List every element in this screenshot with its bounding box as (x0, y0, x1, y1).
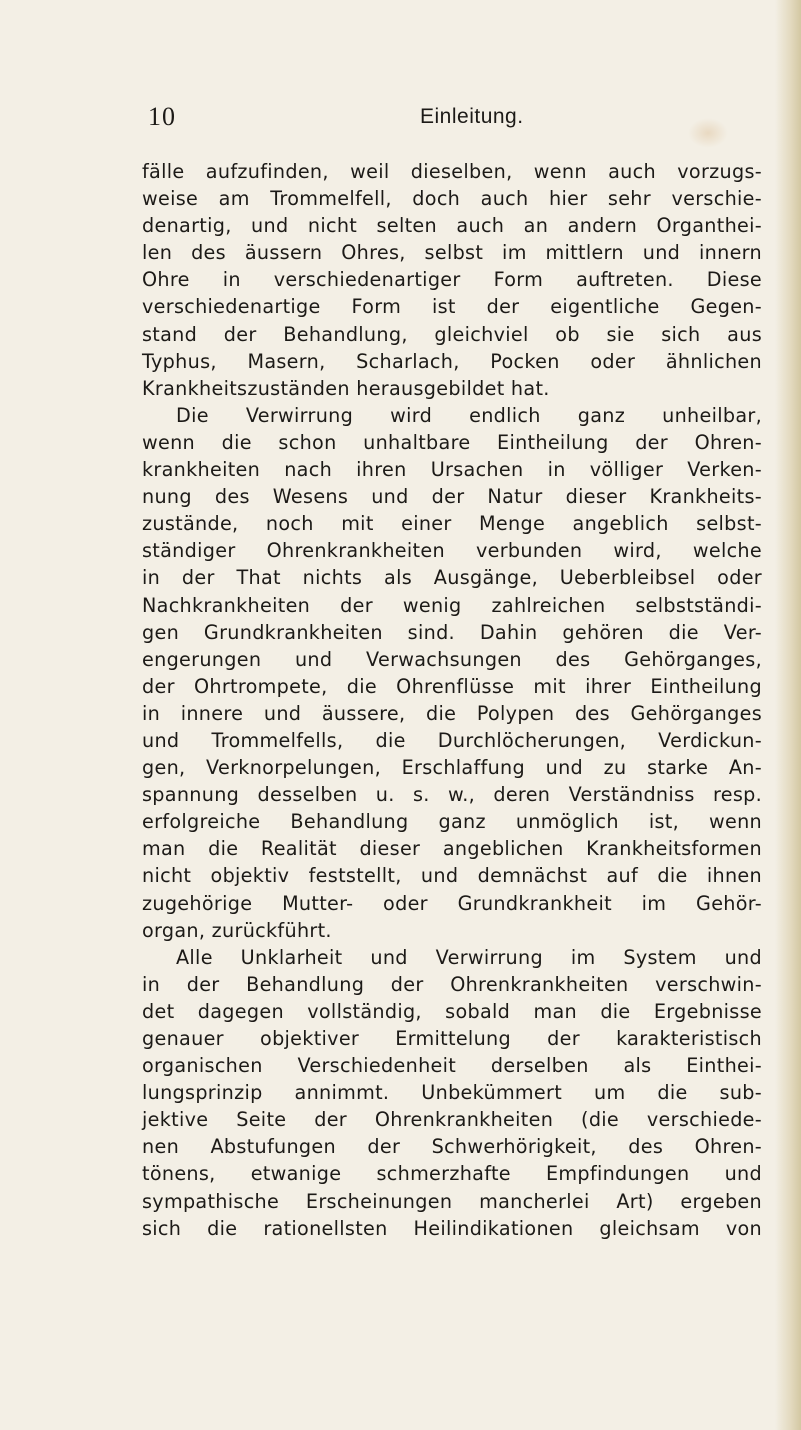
text-line: zugehörige Mutter- oder Grundkrankheit im Gehör- (142, 891, 762, 915)
text-line: nung des Wesens und der Natur dieser Krankheits- (142, 485, 762, 509)
page-header (148, 100, 668, 134)
text-line: Typhus, Masern, Scharlach, Pocken oder ähnlichen (142, 349, 762, 373)
text-line: zustände, noch mit einer Menge angeblich selbst- (142, 512, 762, 536)
text-line: man die Realität dieser angeblichen Krankheitsformen (142, 837, 762, 861)
text-line: weise am Trommelfell, doch auch hier sehr verschie- (142, 187, 762, 211)
text-line: denartig, und nicht selten auch an andern Organthei- (142, 214, 762, 238)
text-line: gen, Verknorpelungen, Erschlaffung und zu starke An- (142, 756, 762, 780)
page-number: 10 (148, 102, 176, 131)
text-line: erfolgreiche Behandlung ganz unmöglich ist, wenn (142, 810, 762, 834)
text-line: sympathische Erscheinungen mancherlei Art) ergeben (142, 1189, 762, 1213)
text-line: stand der Behandlung, gleichviel ob sie sich aus (142, 322, 762, 346)
text-line: nicht objektiv feststellt, und demnächst auf die ihnen (142, 864, 762, 888)
text-line: Ohre in verschiedenartiger Form auftreten. Diese (142, 268, 762, 292)
text-line: lungsprinzip annimmt. Unbekümmert um die sub- (142, 1081, 762, 1105)
text-line: wenn die schon unhaltbare Eintheilung der Ohren- (142, 430, 762, 454)
paper-stain (688, 118, 728, 148)
text-line: organischen Verschiedenheit derselben als Einthei- (142, 1054, 762, 1078)
page-edge-shadow (775, 0, 801, 1430)
text-line: spannung desselben u. s. w., deren Verständniss resp. (142, 783, 762, 807)
body-text (142, 158, 762, 1242)
text-line: der Ohrtrompete, die Ohrenflüsse mit ihrer Eintheilung (142, 674, 762, 698)
text-line: tönens, etwanige schmerzhafte Empfindungen und (142, 1162, 762, 1186)
text-line: organ, zurückführt. (142, 918, 332, 942)
text-line: engerungen und Verwachsungen des Gehörganges, (142, 647, 762, 671)
text-line: det dagegen vollständig, sobald man die Ergebnisse (142, 999, 762, 1023)
text-line: len des äussern Ohres, selbst im mittlern und innern (142, 241, 762, 265)
running-title: Einleitung. (420, 105, 524, 128)
text-line: sich die rationellsten Heilindikationen gleichsam von (142, 1216, 762, 1240)
text-line: Krankheitszuständen herausgebildet hat. (142, 376, 550, 400)
text-line: fälle aufzufinden, weil dieselben, wenn auch vorzugs- (142, 160, 762, 183)
text-line: ständiger Ohrenkrankheiten verbunden wird, welche (142, 539, 762, 563)
text-line: nen Abstufungen der Schwerhörigkeit, des Ohren- (142, 1135, 762, 1159)
text-line: in der That nichts als Ausgänge, Ueberbleibsel oder (142, 566, 762, 590)
text-line: verschiedenartige Form ist der eigentliche Gegen- (142, 295, 762, 319)
paragraph-start-line: Alle Unklarheit und Verwirrung im System und (176, 945, 762, 969)
text-line: in innere und äussere, die Polypen des Gehörganges (142, 701, 762, 725)
text-line: in der Behandlung der Ohrenkrankheiten verschwin- (142, 972, 762, 996)
paragraph-start-line: Die Verwirrung wird endlich ganz unheilbar, (176, 403, 762, 427)
text-line: und Trommelfells, die Durchlöcherungen, Verdickun- (142, 728, 762, 752)
text-line: genauer objektiver Ermittelung der karakteristisch (142, 1027, 762, 1050)
text-line: krankheiten nach ihren Ursachen in völliger Verken- (142, 458, 762, 482)
text-line: gen Grundkrankheiten sind. Dahin gehören die Ver- (142, 620, 762, 644)
text-line: jektive Seite der Ohrenkrankheiten (die verschiede- (142, 1108, 762, 1132)
text-line: Nachkrankheiten der wenig zahlreichen selbstständi- (142, 593, 762, 617)
